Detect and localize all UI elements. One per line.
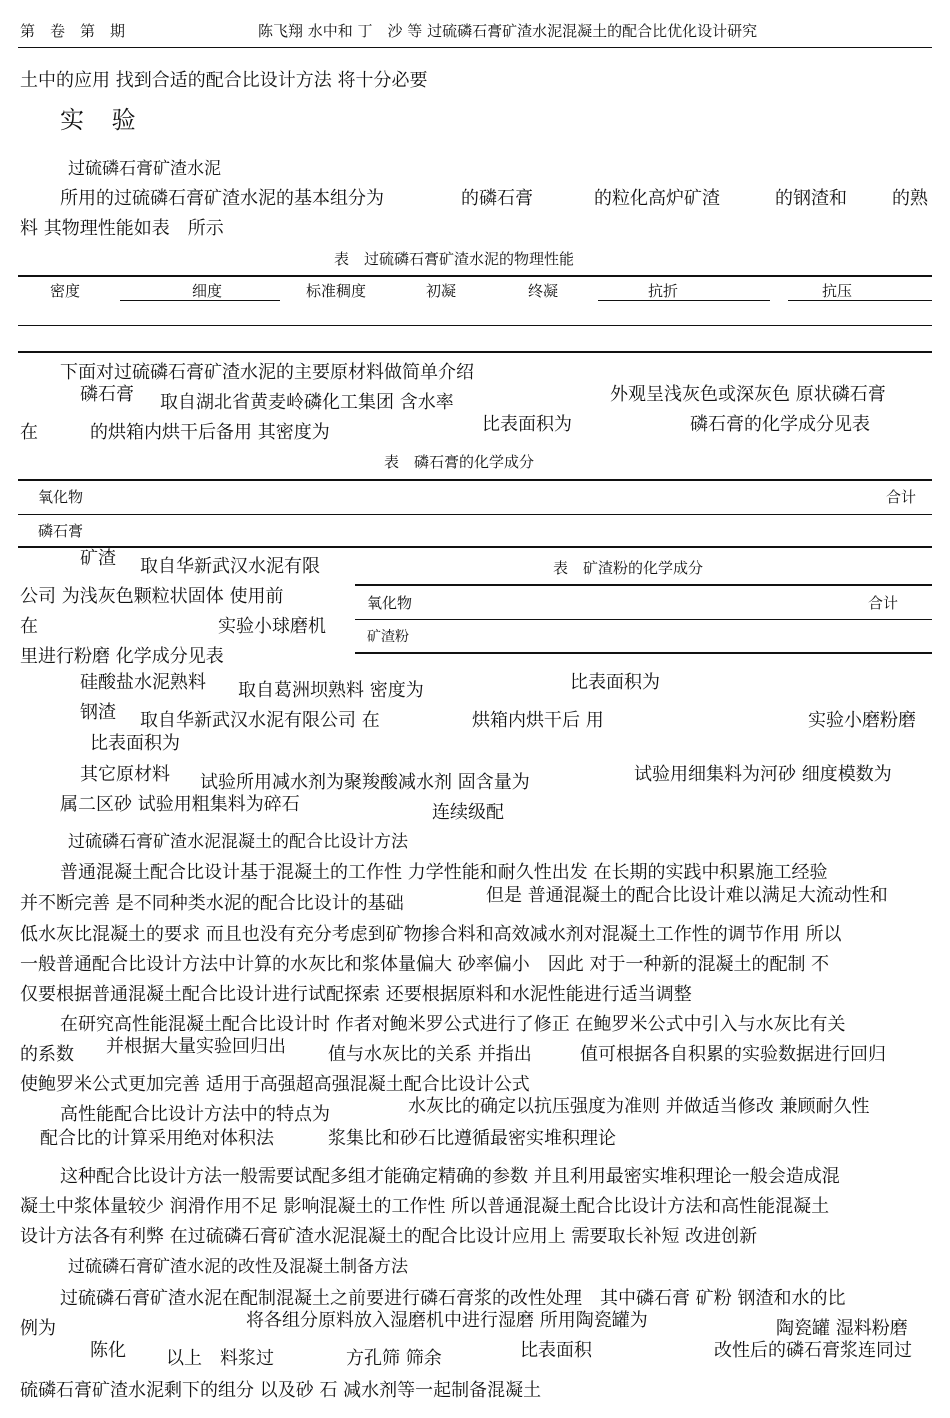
section2-para3: 浆集比和砂石比遵循最密实堆积理论: [328, 1128, 616, 1149]
other-materials-text: 连续级配: [432, 802, 504, 823]
table1-subrule: [120, 300, 280, 301]
table1-header-consistency: 标准稠度: [306, 282, 367, 300]
section3-para: 将各组分原料放入湿磨机中进行湿磨 所用陶瓷罐为: [246, 1310, 648, 1331]
clinker-label: 硅酸盐水泥熟料: [80, 672, 206, 693]
table3-header-oxide: 氧化物: [367, 594, 413, 612]
table3-header-total: 合计: [868, 594, 899, 612]
section3-para: 硫磷石膏矿渣水泥剩下的组分 以及砂 石 减水剂等一起制备混凝土: [20, 1380, 542, 1401]
phosphogypsum-text: 比表面积为: [482, 414, 572, 435]
table1-mid-rule: [18, 325, 932, 326]
other-materials-text: 属二区砂 试验用粗集料为碎石: [60, 794, 300, 815]
section2-para: 并不断完善 是不同种类水泥的配合比设计的基础: [20, 893, 404, 914]
table2-mid-rule: [18, 514, 932, 515]
slag-text: 公司 为浅灰色颗粒状固体 使用前: [20, 586, 284, 607]
table1-header-density: 密度: [50, 282, 81, 300]
table2-bottom-rule: [18, 546, 932, 548]
section2-para3: 高性能配合比设计方法中的特点为: [60, 1104, 330, 1125]
section2-title: 过硫磷石膏矿渣水泥混凝土的配合比设计方法: [68, 832, 408, 852]
table1-header-compressive: 抗压: [822, 282, 853, 300]
steel-slag-label: 钢渣: [80, 702, 116, 723]
table1-caption: 表 过硫磷石膏矿渣水泥的物理性能: [334, 250, 575, 268]
section2-para4: 这种配合比设计方法一般需要试配多组才能确定精确的参数 并且利用最密实堆积理论一般会造成混: [60, 1166, 840, 1187]
section3-para: 过硫磷石膏矿渣水泥在配制混凝土之前要进行磷石膏浆的改性处理 其中磷石膏 矿粉 钢渣和水的比: [60, 1288, 846, 1309]
section2-para2: 在研究高性能混凝土配合比设计时 作者对鲍米罗公式进行了修正 在鲍罗米公式中引入与水灰比有关: [60, 1014, 846, 1035]
steel-slag-text: 实验小磨粉磨: [808, 710, 916, 731]
running-header: 陈飞翔 水中和 丁 沙 等 过硫磷石膏矿渣水泥混凝土的配合比优化设计研究: [258, 22, 758, 40]
header-rule: [18, 47, 932, 48]
slag-text: 实验小球磨机: [218, 616, 326, 637]
table1-subrule: [788, 300, 932, 301]
section2-para3: 配合比的计算采用绝对体积法: [40, 1128, 274, 1149]
phosphogypsum-text: 在: [20, 422, 38, 443]
para-composition-end: 料 其物理性能如表 所示: [20, 218, 224, 239]
steel-slag-text: 取自华新武汉水泥有限公司 在: [140, 710, 380, 731]
phosphogypsum-text: 磷石膏的化学成分见表: [690, 414, 870, 435]
phosphogypsum-text: 的烘箱内烘干后备用 其密度为: [90, 422, 330, 443]
table1-header-final-set: 终凝: [528, 282, 559, 300]
phosphogypsum-text: 外观呈浅灰色或深灰色 原状磷石膏: [610, 384, 886, 405]
other-materials-label: 其它原材料: [80, 764, 170, 785]
section2-para4: 设计方法各有利弊 在过硫磷石膏矿渣水泥混凝土的配合比设计应用上 需要取长补短 改进创新: [20, 1226, 758, 1247]
slag-label: 矿渣: [80, 548, 116, 569]
section2-para: 但是 普通混凝土的配合比设计难以满足大流动性和: [486, 885, 888, 906]
steel-slag-text: 烘箱内烘干后 用: [472, 710, 604, 731]
table3-row-label: 矿渣粉: [367, 629, 409, 645]
slag-text: 取自华新武汉水泥有限: [140, 556, 320, 577]
journal-issue: 第 卷 第 期: [20, 22, 126, 40]
para-composition-part: 的粒化高炉矿渣: [594, 188, 720, 209]
section3-para: 方孔筛 筛余: [346, 1348, 442, 1369]
table2-header-oxide: 氧化物: [38, 488, 84, 506]
phosphogypsum-text: 取自湖北省黄麦岭磷化工集团 含水率: [160, 392, 454, 413]
section3-para: 陈化: [90, 1340, 126, 1361]
phosphogypsum-label: 磷石膏: [80, 384, 134, 405]
materials-intro: 下面对过硫磷石膏矿渣水泥的主要原材料做简单介绍: [60, 362, 474, 383]
slag-text: 里进行粉磨 化学成分见表: [20, 646, 224, 667]
table1-bottom-rule: [18, 351, 932, 353]
section2-para2: 使鲍罗米公式更加完善 适用于高强超高强混凝土配合比设计公式: [20, 1074, 530, 1095]
table1-header-initial-set: 初凝: [426, 282, 457, 300]
table1-header-flexural: 抗折: [648, 282, 679, 300]
section2-para3: 水灰比的确定以抗压强度为准则 并做适当修改 兼顾耐久性: [408, 1096, 870, 1117]
clinker-text: 比表面积为: [570, 672, 660, 693]
para-composition-part: 的熟: [892, 188, 928, 209]
section3-para: 比表面积: [520, 1340, 592, 1361]
table1-subrule: [598, 300, 770, 301]
para-composition-part: 的钢渣和: [775, 188, 847, 209]
para-composition-part: 的磷石膏: [461, 188, 533, 209]
slag-text: 在: [20, 616, 38, 637]
other-materials-text: 试验所用减水剂为聚羧酸减水剂 固含量为: [200, 772, 530, 793]
clinker-text: 取自葛洲坝熟料 密度为: [238, 680, 424, 701]
table3-bottom-rule: [355, 652, 932, 654]
table3-top-rule: [355, 584, 932, 586]
section3-para: 例为: [20, 1318, 56, 1339]
steel-slag-text: 比表面积为: [90, 733, 180, 754]
table2-top-rule: [18, 479, 932, 481]
section2-para: 一般普通配合比设计方法中计算的水灰比和浆体量偏大 砂率偏小 因此 对于一种新的混凝土的配制 不: [20, 954, 830, 975]
table1-top-rule: [18, 275, 932, 277]
table1-header-fineness: 细度: [192, 282, 223, 300]
section3-para: 以上 料浆过: [166, 1348, 274, 1369]
section2-para: 低水灰比混凝土的要求 而且也没有充分考虑到矿物掺合料和高效减水剂对混凝土工作性的调节作用 所以: [20, 924, 842, 945]
table3-mid-rule: [355, 619, 932, 620]
para-composition: 所用的过硫磷石膏矿渣水泥的基本组分为: [60, 188, 384, 209]
section3-para: 陶瓷罐 湿料粉磨: [776, 1318, 908, 1339]
section3-para: 改性后的磷石膏浆连同过: [714, 1340, 912, 1361]
table3-caption: 表 矿渣粉的化学成分: [553, 559, 704, 577]
table2-caption: 表 磷石膏的化学成分: [384, 453, 535, 471]
section2-para2: 值可根据各自积累的实验数据进行回归: [580, 1044, 886, 1065]
intro-line: 土中的应用 找到合适的配合比设计方法 将十分必要: [20, 70, 428, 91]
table2-row-label: 磷石膏: [38, 522, 84, 540]
section2-para4: 凝土中浆体量较少 润滑作用不足 影响混凝土的工作性 所以普通混凝土配合比设计方法和高性能混凝土: [20, 1196, 830, 1217]
section2-para: 仅要根据普通混凝土配合比设计进行试配探索 还要根据原料和水泥性能进行适当调整: [20, 984, 692, 1005]
section2-para2: 值与水灰比的关系 并指出: [328, 1044, 532, 1065]
table2-header-total: 合计: [886, 488, 917, 506]
section3-title: 过硫磷石膏矿渣水泥的改性及混凝土制备方法: [68, 1257, 408, 1277]
section2-para: 普通混凝土配合比设计基于混凝土的工作性 力学性能和耐久性出发 在长期的实践中积累施工经验: [60, 862, 828, 883]
section-heading-experiment: 实 验: [60, 106, 146, 134]
other-materials-text: 试验用细集料为河砂 细度模数为: [634, 764, 892, 785]
section2-para2: 的系数: [20, 1044, 74, 1065]
subsection-title-cement: 过硫磷石膏矿渣水泥: [68, 159, 221, 179]
section2-para2: 并根据大量实验回归出: [106, 1036, 286, 1057]
